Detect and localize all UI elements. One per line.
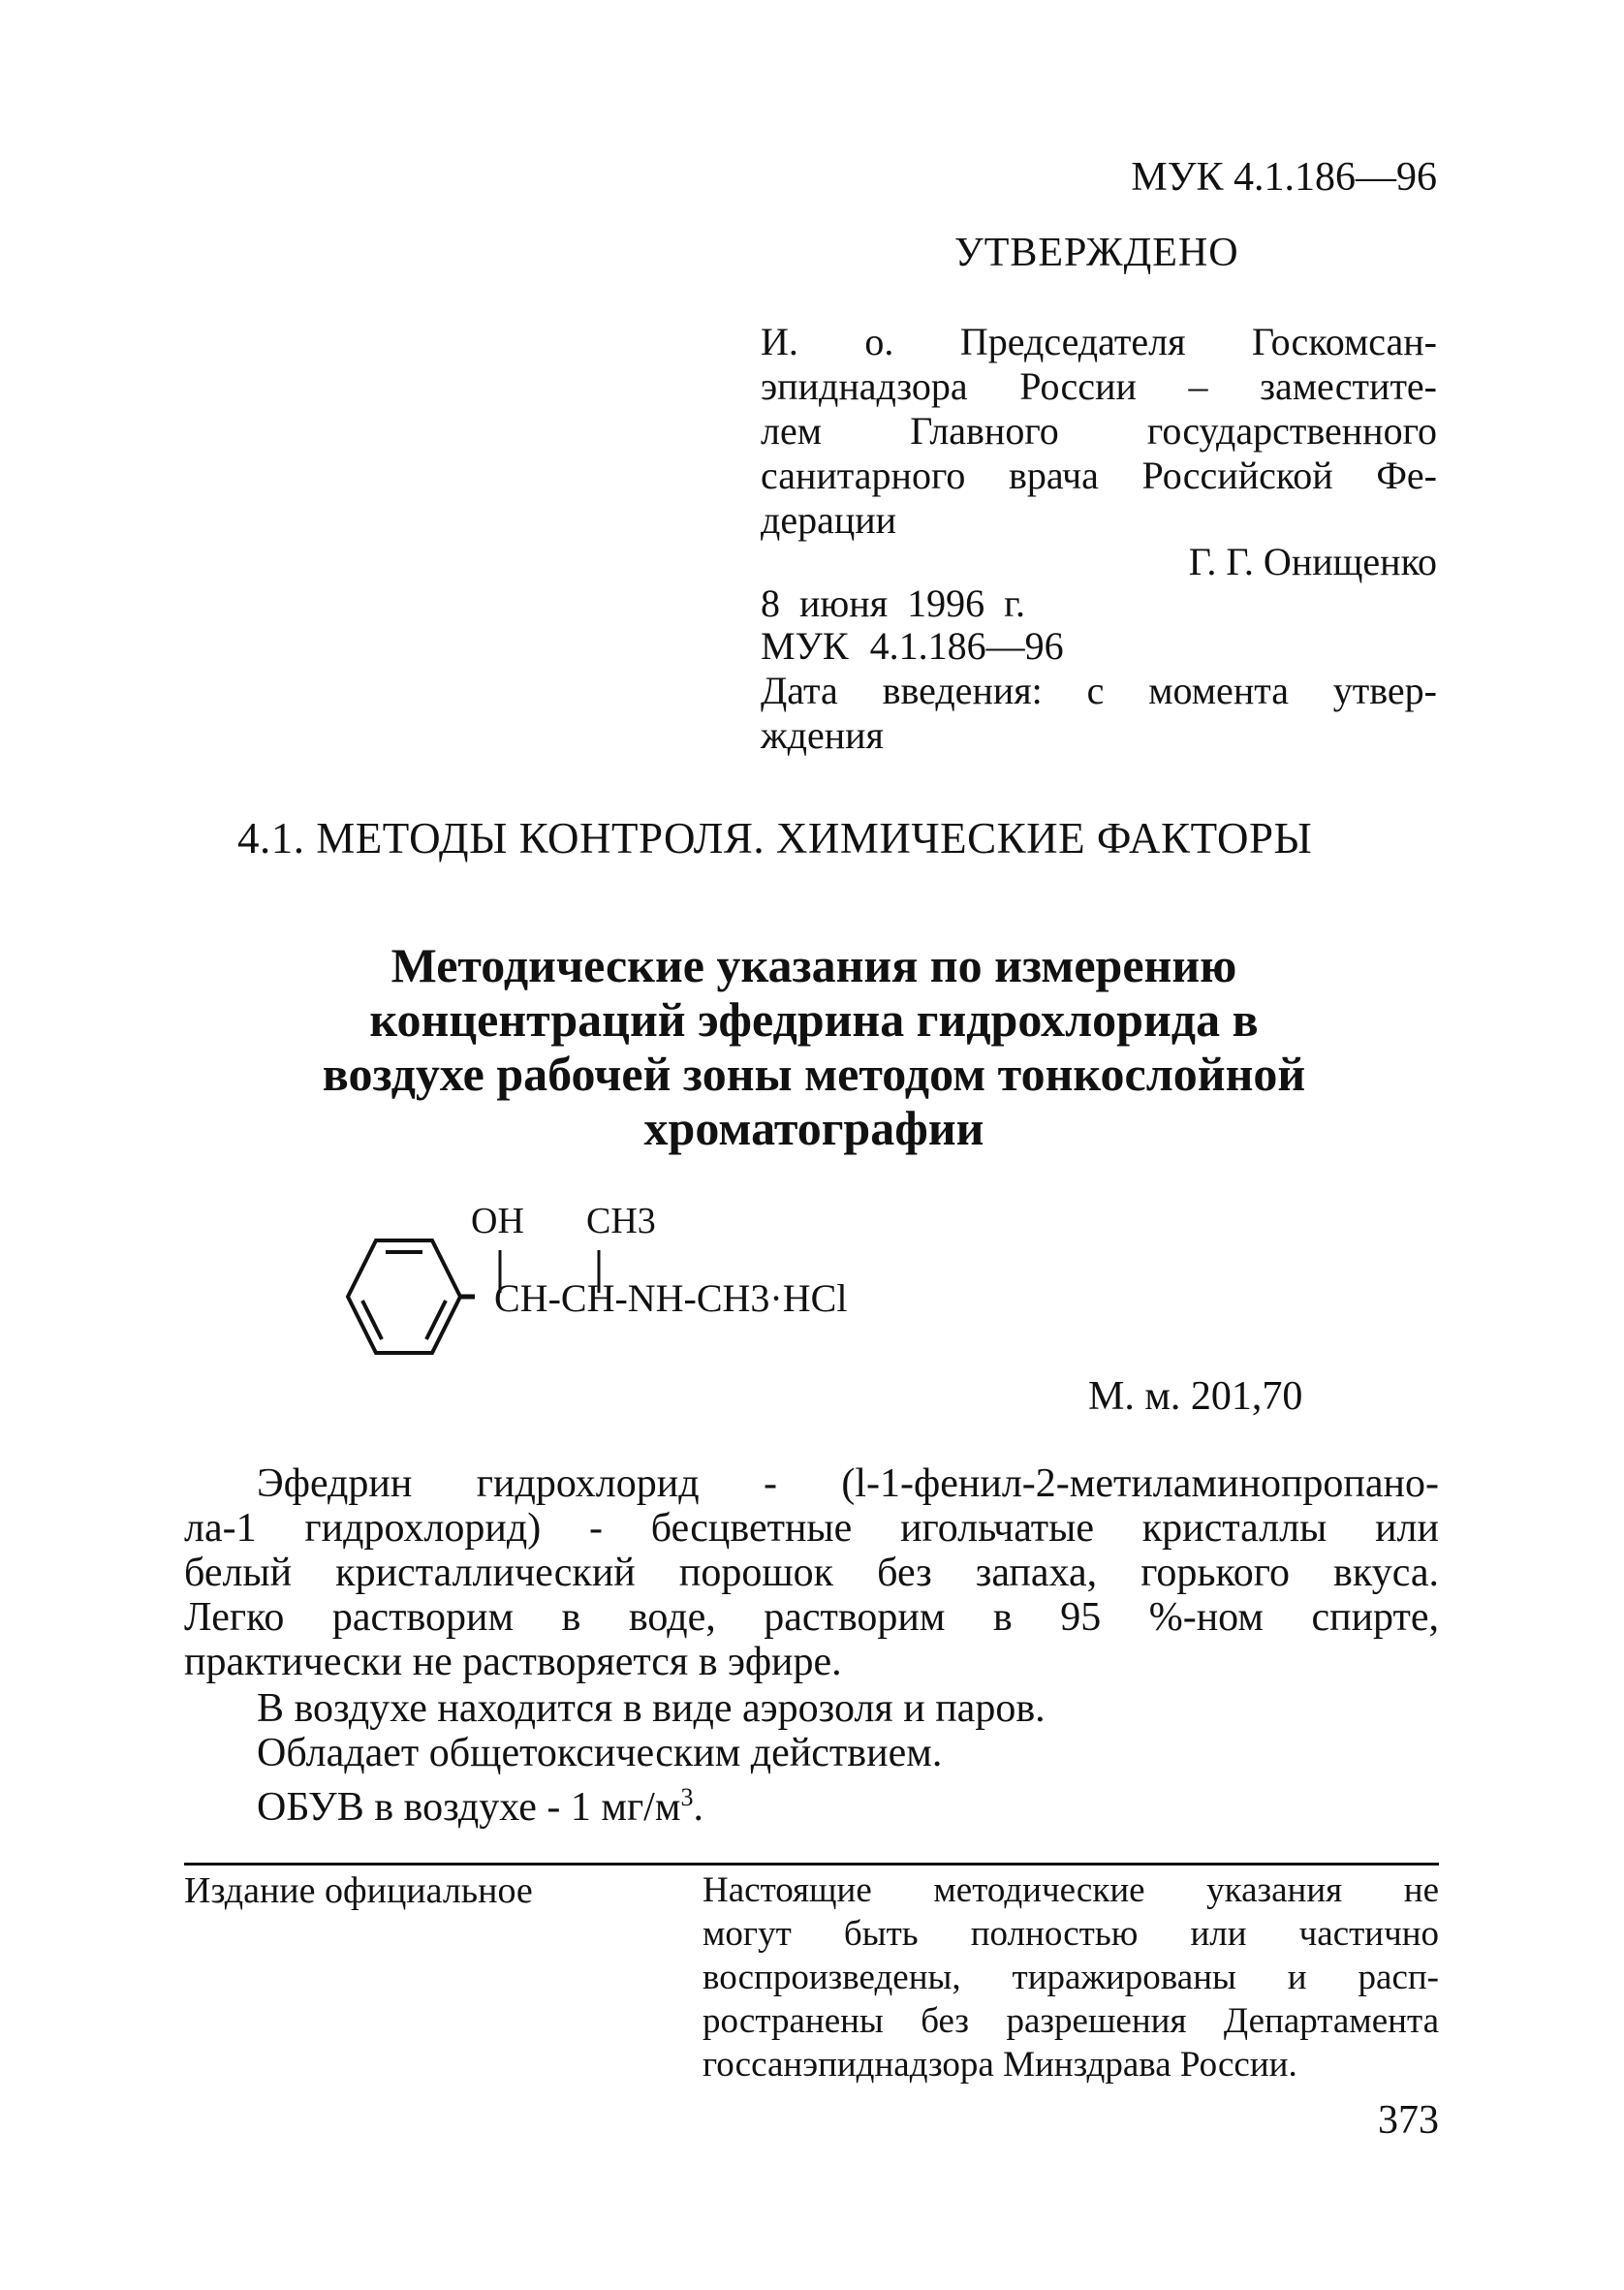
approval-doc-code: МУК 4.1.186—96 <box>761 624 1064 668</box>
description-line: белый кристаллический порошок без запаха, горького вкуса. <box>184 1551 1439 1595</box>
intro-date-line: Дата введения: с момента утвер- <box>761 669 1437 712</box>
notice-line: ространены без разрешения Департамента <box>703 2001 1439 2041</box>
main-title-line: воздухе рабочей зоны методом тонкослойной <box>322 1047 1306 1101</box>
air-form-text: В воздухе находится в виде аэрозоля и паров. <box>257 1686 1046 1731</box>
description-line: ла-1 гидрохлорид) - бесцветные игольчатые кристаллы или <box>184 1506 1439 1551</box>
toxicity-text: Обладает общетоксическим действием. <box>257 1731 943 1775</box>
notice-line: Настоящие методические указания не <box>703 1870 1439 1910</box>
benzene-ring-icon <box>320 1182 475 1376</box>
doc-code-header: МУК 4.1.186—96 <box>1131 155 1437 200</box>
section-title: 4.1. МЕТОДЫ КОНТРОЛЯ. ХИМИЧЕСКИЕ ФАКТОРЫ <box>237 814 1313 863</box>
intro-date-line: ждения <box>761 713 884 757</box>
description-line: Легко растворим в воде, растворим в 95 %-ном спирте, <box>184 1595 1439 1640</box>
approval-line: лем Главного государственного <box>761 409 1437 453</box>
approved-label: УТВЕРЖДЕНО <box>954 231 1239 275</box>
notice-line: воспроизведены, тиражированы и расп- <box>703 1958 1439 1997</box>
notice-line: госсанэпиднадзора Минздрава России. <box>703 2045 1297 2085</box>
obuv-text: ОБУВ в воздухе - 1 $мг/м^3$. <box>257 1783 703 1830</box>
main-title-line: концентраций эфедрина гидрохлорида в <box>369 992 1259 1047</box>
description-line: практически не растворяется в эфире. <box>184 1640 842 1684</box>
approval-line: эпиднадзора России – заместите- <box>761 364 1437 408</box>
description-line: Эфедрин гидрохлорид - (l-1-фенил-2-метиламинопропано- <box>257 1461 1439 1506</box>
edition-label: Издание официальное <box>184 1870 533 1911</box>
obuv-value: ОБУВ в воздухе - 1 мг/м <box>257 1785 681 1830</box>
page-number: 373 <box>1378 2098 1439 2143</box>
molar-mass: М. м. 201,70 <box>1088 1374 1303 1419</box>
hydroxyl-group: OH <box>471 1201 524 1241</box>
approval-date: 8 июня 1996 г. <box>761 581 1025 625</box>
formula-chain: CH-CH-NH-CH3·HCl <box>494 1276 848 1320</box>
signatory-name: Г. Г. Онищенко <box>1188 540 1437 583</box>
main-title-line: хроматографии <box>643 1101 984 1155</box>
notice-line: могут быть полностью или частично <box>703 1914 1439 1954</box>
methyl-group-top: CH3 <box>586 1201 656 1241</box>
footer-divider <box>184 1863 1439 1866</box>
approval-line: дерации <box>761 498 897 542</box>
approval-line: И. о. Председателя Госкомсан- <box>761 320 1437 363</box>
main-title-line: Методические указания по измерению <box>390 938 1237 992</box>
approval-line: санитарного врача Российской Фе- <box>761 454 1437 497</box>
